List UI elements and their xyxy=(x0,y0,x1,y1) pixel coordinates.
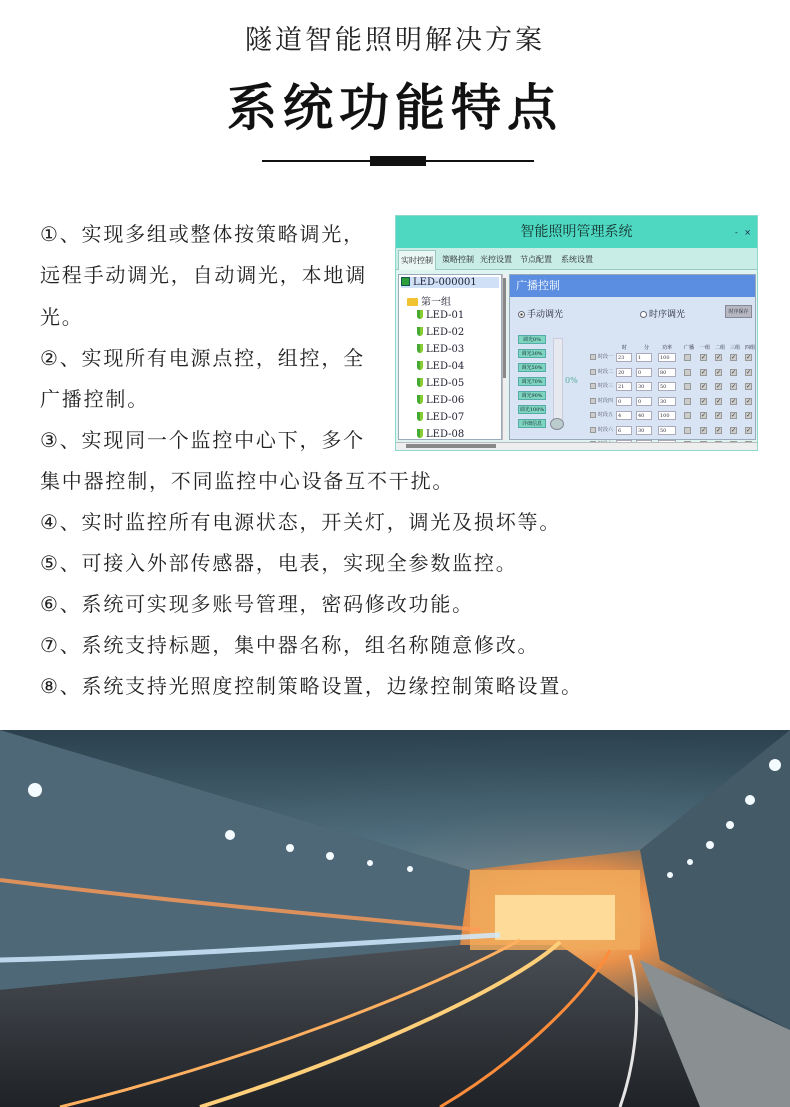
radio-unselected-icon xyxy=(640,311,647,318)
col-group3: 三组 xyxy=(730,345,741,351)
dimming-slider[interactable] xyxy=(553,338,563,428)
minute-input[interactable]: 30 xyxy=(636,426,652,435)
group-checkbox[interactable]: ✓ xyxy=(701,383,707,390)
radio-schedule-dimming[interactable]: 时序调光 xyxy=(640,307,685,320)
group-checkbox[interactable]: ✓ xyxy=(746,354,752,361)
broadcast-checkbox[interactable] xyxy=(684,427,691,434)
hour-input[interactable]: 20 xyxy=(616,368,632,377)
row-label: 时段二 xyxy=(598,368,614,375)
dim-0-button[interactable]: 调光0% xyxy=(518,335,546,344)
col-group2: 二组 xyxy=(715,345,726,351)
tunnel-illustration xyxy=(0,730,790,1107)
hour-input[interactable]: 21 xyxy=(616,382,632,391)
broadcast-checkbox[interactable] xyxy=(684,412,691,419)
tree-led-item[interactable]: LED-06 xyxy=(417,395,464,406)
horizontal-scrollbar-thumb[interactable] xyxy=(406,444,496,448)
row-enable-checkbox[interactable] xyxy=(590,383,596,389)
led-device-icon xyxy=(401,277,410,286)
panel-header: 广播控制 xyxy=(510,275,755,297)
col-power: 功率 xyxy=(662,345,673,351)
lighting-app-window xyxy=(395,215,758,451)
tree-led-item[interactable]: LED-03 xyxy=(417,344,464,355)
app-title-bar xyxy=(396,216,757,248)
minute-input[interactable]: 0 xyxy=(636,397,652,406)
feature-line-2: 远程手动调光，自动调光，本地调 xyxy=(40,263,367,287)
row-label: 时段一 xyxy=(598,354,614,360)
app-tab-bar xyxy=(396,248,757,270)
hour-input[interactable]: 0 xyxy=(616,397,632,406)
group-checkbox[interactable]: ✓ xyxy=(701,426,707,434)
group-checkbox[interactable]: ✓ xyxy=(746,383,752,390)
schedule-save-button[interactable]: 时序保存 xyxy=(725,305,752,318)
tree-led-item[interactable]: LED-04 xyxy=(417,361,464,372)
tunnel-photo xyxy=(0,730,790,1107)
power-input[interactable]: 100 xyxy=(658,411,676,420)
title-divider-block xyxy=(370,156,426,166)
group-checkbox[interactable]: ✓ xyxy=(701,412,707,419)
bulb-icon xyxy=(417,361,423,370)
tab-light-settings[interactable]: 光控设置 xyxy=(480,255,512,264)
group-checkbox[interactable]: ✓ xyxy=(716,383,722,390)
dim-90-button[interactable]: 调光90% xyxy=(518,391,546,400)
slider-value: 0% xyxy=(565,376,578,385)
dim-50-button[interactable]: 调光50% xyxy=(518,363,546,372)
hour-input[interactable]: 4 xyxy=(616,411,632,420)
dimming-slider-knob[interactable] xyxy=(550,418,564,430)
group-checkbox[interactable]: ✓ xyxy=(746,397,752,405)
device-tree xyxy=(398,274,502,440)
feature-line-4: ②、实现所有电源点控，组控，全 xyxy=(40,346,365,370)
col-group4: 四组 xyxy=(745,345,756,351)
tab-realtime-control[interactable]: 实时控制 xyxy=(398,250,436,270)
broadcast-checkbox[interactable] xyxy=(684,369,691,376)
bulb-icon xyxy=(417,344,423,353)
power-input[interactable]: 50 xyxy=(658,382,676,391)
row-enable-checkbox[interactable] xyxy=(590,398,596,404)
group-checkbox[interactable]: ✓ xyxy=(716,354,722,361)
tree-led-item[interactable]: LED-01 xyxy=(417,310,464,321)
group-checkbox[interactable]: ✓ xyxy=(716,426,722,434)
group-checkbox[interactable]: ✓ xyxy=(746,426,752,434)
bulb-icon xyxy=(417,429,423,438)
group-checkbox[interactable]: ✓ xyxy=(716,397,722,405)
col-hour: 时 xyxy=(622,345,628,351)
group-checkbox[interactable]: ✓ xyxy=(731,397,737,405)
feature-line-11: ⑦、系统支持标题，集中器名称，组名称随意修改。 xyxy=(40,633,540,657)
row-enable-checkbox[interactable] xyxy=(590,427,596,433)
tab-strategy-control[interactable]: 策略控制 xyxy=(442,255,474,264)
hour-input[interactable]: 23 xyxy=(616,353,632,362)
minute-input[interactable]: 30 xyxy=(636,382,652,391)
group-checkbox[interactable]: ✓ xyxy=(731,354,737,361)
feature-line-10: ⑥、系统可实现多账号管理，密码修改功能。 xyxy=(40,592,474,616)
row-label: 时段六 xyxy=(598,426,614,433)
group-checkbox[interactable]: ✓ xyxy=(746,412,752,419)
feature-line-5: 广播控制。 xyxy=(40,387,149,411)
group-checkbox[interactable]: ✓ xyxy=(701,368,707,376)
tree-led-item[interactable]: LED-08 xyxy=(417,429,464,440)
group-checkbox[interactable]: ✓ xyxy=(731,383,737,390)
row-label: 时段五 xyxy=(598,412,614,418)
col-broadcast: 广播 xyxy=(684,345,695,351)
feature-line-7: 集中器控制，不同监控中心设备互不干扰。 xyxy=(40,469,455,493)
group-checkbox[interactable]: ✓ xyxy=(716,368,722,376)
minute-input[interactable]: 40 xyxy=(636,411,652,420)
app-title: 智能照明管理系统 xyxy=(520,224,633,240)
dim-30-button[interactable]: 调光30% xyxy=(518,349,546,358)
tree-led-item[interactable]: LED-07 xyxy=(417,412,464,423)
feature-line-12: ⑧、系统支持光照度控制策略设置，边缘控制策略设置。 xyxy=(40,674,583,698)
tab-system-settings[interactable]: 系统设置 xyxy=(561,255,593,264)
tree-led-item[interactable]: LED-02 xyxy=(417,327,464,338)
feature-line-8: ④、实时监控所有电源状态，开关灯，调光及损坏等。 xyxy=(40,510,562,534)
broadcast-control-panel xyxy=(509,274,756,440)
bulb-icon xyxy=(417,310,423,319)
row-label: 时段三 xyxy=(598,383,614,389)
group-checkbox[interactable]: ✓ xyxy=(701,397,707,405)
feature-line-1: ①、实现多组或整体按策略调光， xyxy=(40,222,365,246)
tree-group[interactable]: 第一组 xyxy=(407,293,451,308)
tree-root[interactable]: LED-000001 xyxy=(401,277,499,288)
hour-input[interactable]: 6 xyxy=(616,426,632,435)
window-controls[interactable]: - × xyxy=(735,228,753,237)
power-input[interactable]: 80 xyxy=(658,368,676,377)
broadcast-checkbox[interactable] xyxy=(684,354,691,361)
row-label: 时段四 xyxy=(598,397,614,404)
feature-line-6: ③、实现同一个监控中心下，多个 xyxy=(40,428,365,452)
page-subtitle: 隧道智能照明解决方案 xyxy=(245,25,545,56)
power-input[interactable]: 50 xyxy=(658,426,676,435)
minute-input[interactable]: 0 xyxy=(636,368,652,377)
power-input[interactable]: 30 xyxy=(658,397,676,406)
feature-line-9: ⑤、可接入外部传感器，电表，实现全参数监控。 xyxy=(40,551,518,575)
radio-manual-dimming[interactable]: 手动调光 xyxy=(518,307,563,320)
group-checkbox[interactable]: ✓ xyxy=(731,412,737,419)
tab-node-config[interactable]: 节点配置 xyxy=(520,255,552,264)
bulb-icon xyxy=(417,412,423,421)
bulb-icon xyxy=(417,327,423,336)
power-input[interactable]: 100 xyxy=(658,353,676,362)
page-title: 系统功能特点 xyxy=(227,79,563,137)
broadcast-checkbox[interactable] xyxy=(684,383,691,390)
col-minute: 分 xyxy=(644,345,650,351)
bulb-icon xyxy=(417,378,423,387)
group-checkbox[interactable]: ✓ xyxy=(731,426,737,434)
group-checkbox[interactable]: ✓ xyxy=(746,368,752,376)
tree-led-item[interactable]: LED-05 xyxy=(417,378,464,389)
col-group1: 一组 xyxy=(700,345,711,351)
group-checkbox[interactable]: ✓ xyxy=(716,412,722,419)
folder-icon xyxy=(407,298,418,306)
minute-input[interactable]: 1 xyxy=(636,353,652,362)
group-checkbox[interactable]: ✓ xyxy=(701,354,707,361)
broadcast-checkbox[interactable] xyxy=(684,398,691,405)
details-button[interactable]: 详细信息 xyxy=(518,419,546,428)
dim-100-button[interactable]: 调光100% xyxy=(519,407,545,413)
row-enable-checkbox[interactable] xyxy=(590,354,596,360)
row-enable-checkbox[interactable] xyxy=(590,369,596,375)
group-checkbox[interactable]: ✓ xyxy=(731,368,737,376)
bulb-icon xyxy=(417,395,423,404)
row-enable-checkbox[interactable] xyxy=(590,412,596,418)
radio-selected-icon xyxy=(518,311,525,318)
dim-70-button[interactable]: 调光70% xyxy=(518,377,546,386)
feature-line-3: 光。 xyxy=(40,305,84,329)
tree-scrollbar-thumb[interactable] xyxy=(503,278,506,378)
